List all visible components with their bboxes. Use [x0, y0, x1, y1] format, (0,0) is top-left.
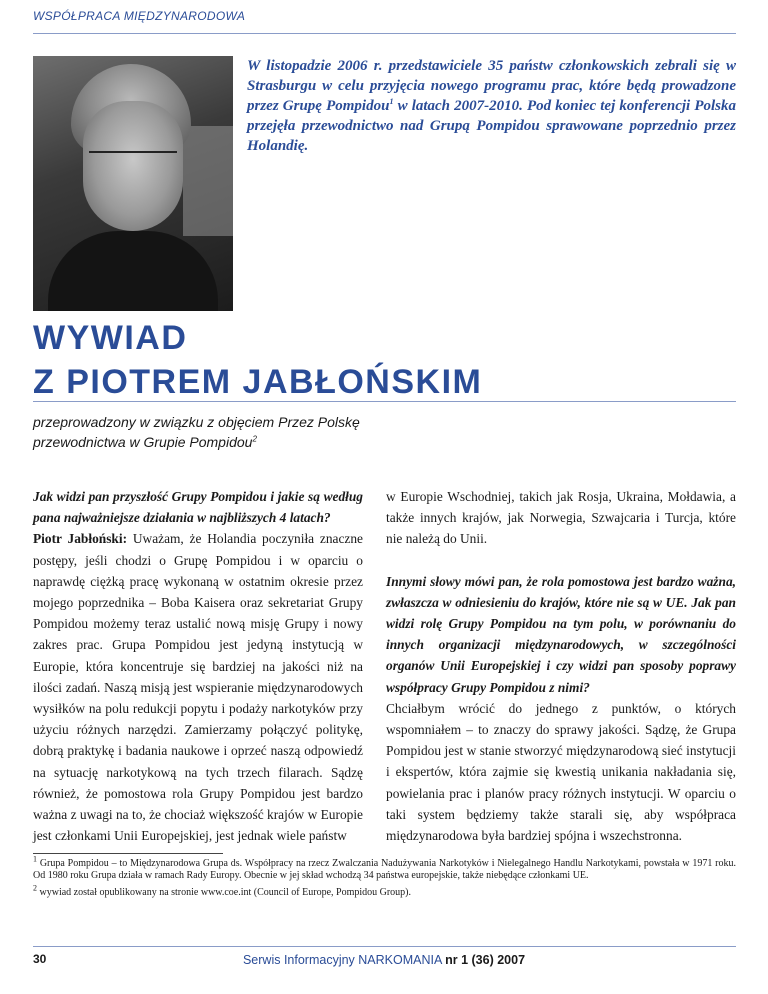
right-column	[386, 486, 736, 846]
answer-1-continued: w Europie Wschodniej, takich jak Rosja, Ukraina, Mołdawia, a także innych krajów, jak Norwegia, Szwajcaria i Turcja, które nie należą do Unii.	[386, 489, 736, 547]
footnote-1: $^1$ Grupa Pompidou – to Międzynarodowa Grupa ds. Współpracy na rzecz Zwalczania Nadużywania Narkotyków i Nielegalnego Handlu Narkotykami, powstała w 1971 roku. Od 1980 roku Grupa działa w ramach Rady Europy. Obecnie w jej skład wchodzą 34 państwa europejskie, także niebędące członkami UE.	[33, 854, 736, 881]
footnote-ref-1[interactable]: 1	[389, 97, 394, 106]
article-subtitle: przeprowadzony w związku z objęciem Przez Polskę przewodnictwa w Grupie Pompidou$^2$	[33, 414, 360, 450]
answer-1: Piotr Jabłoński: Uważam, że Holandia poczyniła znaczne postępy, jeśli chodzi o Grupę Pompidou i w oparciu o naprawdę ciężką pracę wykonaną w ostatnim okresie przez mojego poprzednika – Boba Kaisera oraz sekretariat Grupy Pompidou możemy teraz ustalić nową misję Grupy i nowy zakres prac. Grupa Pompidou jest jedyną instytucją w Europie, która koncentruje się bardziej na jakości niż na ilości zadań. Naszą misją jest wspieranie międzynarodowych wysiłków na polu redukcji popytu i podaży narkotyków przy użyciu różnych narzędzi. Zamierzamy połączyć politykę, dobrą praktykę i badania naukowe i oprzeć naszą odpowiedź na sytuację narkotykową na tych trzech filarach. Sądzę również, że pomostowa rola Grupy Pompidou jest bardzo ważna z uwagi na to, że chociaż większość krajów w Europie jest członkami Unii Europejskiej, jest jednak wiele państw	[33, 531, 363, 844]
interviewee-photo	[33, 56, 233, 311]
speaker-name: Piotr Jabłoński:	[33, 531, 128, 547]
footnote-2: $^2$ wywiad został opublikowany na stronie www.coe.int (Council of Europe, Pompidou Group).	[33, 883, 412, 898]
footnote-divider	[33, 853, 223, 854]
answer-2: Chciałbym wrócić do jednego z punktów, o których wspomniałem – to znaczy do sprawy jakości. Sądzę, że Grupa Pompidou jest w stanie stworzyć międzynarodową sieć instytucji i ekspertów, która zajmie się kwestią unikania nakładania się, powielania prac i planów pracy różnych instytucji. W oparciu o taki system będziemy także starali się, aby współpraca międzynarodowa była bardziej spójna i wszechstronna.	[386, 700, 736, 844]
title-divider	[33, 401, 736, 402]
lead-paragraph: W listopadzie 2006 r. przedstawiciele 35 państw członkowskich zebrali się w Strasburgu w celu przyjęcia nowego programu prac, które będą prowadzone przez Grupę Pompidou$^1$ w latach 2007-2010. Pod koniec tej konferencji Polska przejęła przewodnictwo nad Grupą Pompidou sprawowane poprzednio przez Holandię.	[247, 58, 736, 154]
question-1: Jak widzi pan przyszłość Grupy Pompidou i jakie są według pana najważniejsze działania w najbliższych 4 latach?	[33, 489, 363, 526]
footer-divider	[33, 946, 736, 947]
question-2: Innymi słowy mówi pan, że rola pomostowa jest bardzo ważna, zwłaszcza w odniesieniu do krajów, które nie są w UE. Jak pan widzi rolę Grupy Pompidou na tym polu, w porównaniu do innych organizacji międzynarodowych, w szczególności organów Unii Europejskiej i czy widzi pan sposoby poprawy współpracy Grupy Pompidou z nimi?	[386, 573, 736, 695]
footnotes	[33, 854, 736, 905]
article-title: WYWIAD Z PIOTREM JABŁOŃSKIM	[33, 319, 483, 401]
left-column	[33, 486, 363, 846]
header-divider	[33, 33, 736, 34]
running-footer: Serwis Informacyjny NARKOMANIA nr 1 (36) 2007	[242, 953, 526, 967]
footnote-ref-2[interactable]: 2	[252, 434, 257, 444]
page-number: 30	[33, 952, 47, 966]
section-label: WSPÓŁPRACA MIĘDZYNARODOWA	[33, 9, 246, 23]
